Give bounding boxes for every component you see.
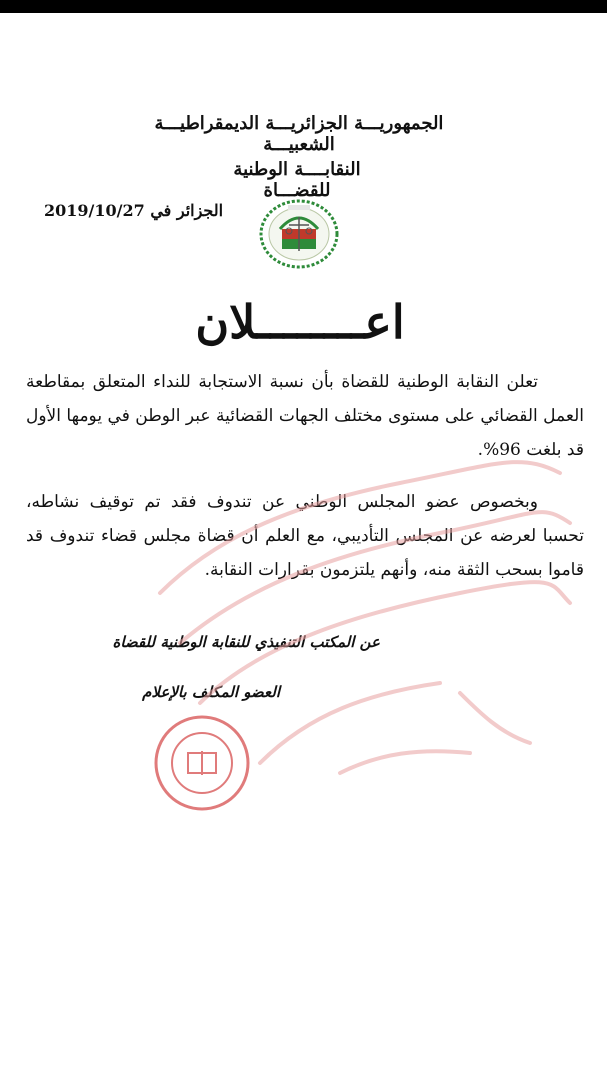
status-bar (0, 0, 607, 13)
signature-office: عن المكتب التنفيذي للنقابة الوطنية للقضاة (112, 633, 380, 651)
signature-member: العضو المكلف بالإعلام (142, 683, 280, 701)
round-seal-icon (152, 713, 252, 813)
union-header: النقابــــة الوطنية للقضـــاة (233, 159, 361, 201)
document-page (0, 13, 607, 1080)
paragraph-2: وبخصوص عضو المجلس الوطني عن تندوف فقد تم توقيف نشاطه، تحسبا لعرضه عن المجلس التأديبي، مع العلم أن قضاة مجلس قضاء تندوف قد قاموا بسحب الثقة منه، وأنهم يلتزمون بقرارات النقابة. (26, 492, 584, 580)
republic-header: الجمهوريـــة الجزائريـــة الديمقراطيـــة الشعبيـــة (154, 113, 444, 155)
paragraph-1: تعلن النقابة الوطنية للقضاة بأن نسبة الاستجابة للنداء المتعلق بمقاطعة العمل القضائي على مستوى مختلف الجهات القضائية عبر الوطن في يومها الأول قد بلغت 96%. (26, 372, 584, 460)
union-logo-icon (258, 199, 340, 269)
document-date: الجزائر في 2019/10/27 (44, 201, 224, 220)
announcement-title: اعــــــــلان (195, 295, 405, 349)
